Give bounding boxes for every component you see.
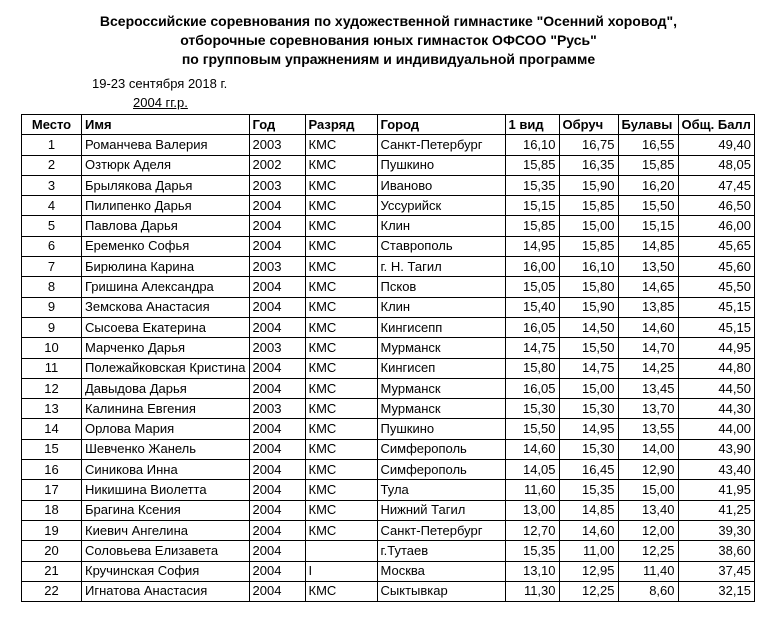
table-row [22,135,755,155]
city-cell: Сыктывкар [377,581,505,601]
clubs-score-cell: 13,40 [618,500,678,520]
clubs-score-cell: 16,55 [618,135,678,155]
total-score-cell: 45,15 [678,297,754,317]
column-header-name: Имя [82,115,250,135]
hoop-score-cell: 16,45 [559,460,618,480]
clubs-score-cell: 15,85 [618,155,678,175]
place-cell: 22 [22,581,82,601]
year-cell: 2003 [249,175,305,195]
hoop-score-cell: 15,80 [559,277,618,297]
year-cell: 2003 [249,338,305,358]
name-cell: Полежайковская Кристина [82,358,250,378]
total-score-cell: 44,50 [678,378,754,398]
table-row [22,338,755,358]
total-score-cell: 47,45 [678,175,754,195]
rank-cell: КМС [305,460,377,480]
city-cell: г. Н. Тагил [377,257,505,277]
table-row [22,216,755,236]
column-header-event1: 1 вид [505,115,559,135]
city-cell: Москва [377,561,505,581]
total-score-cell: 45,15 [678,317,754,337]
rank-cell: КМС [305,480,377,500]
event1-score-cell: 14,05 [505,460,559,480]
place-cell: 3 [22,175,82,195]
column-header-hoop: Обруч [559,115,618,135]
year-cell: 2004 [249,480,305,500]
hoop-score-cell: 12,25 [559,581,618,601]
city-cell: Кингисеп [377,358,505,378]
name-cell: Озтюрк Аделя [82,155,250,175]
event1-score-cell: 15,35 [505,541,559,561]
clubs-score-cell: 12,00 [618,520,678,540]
year-cell: 2004 [249,277,305,297]
clubs-score-cell: 12,90 [618,460,678,480]
name-cell: Пилипенко Дарья [82,196,250,216]
name-cell: Бирюлина Карина [82,257,250,277]
column-header-clubs: Булавы [618,115,678,135]
rank-cell: КМС [305,257,377,277]
year-cell: 2004 [249,500,305,520]
year-cell: 2004 [249,236,305,256]
city-cell: Иваново [377,175,505,195]
total-score-cell: 45,60 [678,257,754,277]
hoop-score-cell: 16,10 [559,257,618,277]
total-score-cell: 44,95 [678,338,754,358]
total-score-cell: 41,25 [678,500,754,520]
place-cell: 8 [22,277,82,297]
place-cell: 7 [22,257,82,277]
name-cell: Калинина Евгения [82,399,250,419]
name-cell: Киевич Ангелина [82,520,250,540]
city-cell: Уссурийск [377,196,505,216]
table-row [22,358,755,378]
results-body [22,135,755,602]
name-cell: Романчева Валерия [82,135,250,155]
event1-score-cell: 14,60 [505,439,559,459]
clubs-score-cell: 14,70 [618,338,678,358]
rank-cell: КМС [305,135,377,155]
hoop-score-cell: 15,85 [559,196,618,216]
event1-score-cell: 15,85 [505,216,559,236]
clubs-score-cell: 13,85 [618,297,678,317]
year-cell: 2004 [249,581,305,601]
rank-cell: КМС [305,399,377,419]
hoop-score-cell: 15,90 [559,175,618,195]
city-cell: Мурманск [377,338,505,358]
place-cell: 11 [22,358,82,378]
hoop-score-cell: 14,75 [559,358,618,378]
total-score-cell: 45,50 [678,277,754,297]
place-cell: 15 [22,439,82,459]
year-cell: 2004 [249,561,305,581]
year-cell: 2004 [249,196,305,216]
total-score-cell: 46,00 [678,216,754,236]
city-cell: Тула [377,480,505,500]
city-cell: Кингисепп [377,317,505,337]
total-score-cell: 45,65 [678,236,754,256]
title-line-1: Всероссийские соревнования по художественной гимнастике "Осенний хоровод", [99,13,678,29]
place-cell: 21 [22,561,82,581]
name-cell: Гришина Александра [82,277,250,297]
table-row [22,378,755,398]
city-cell: Ставрополь [377,236,505,256]
clubs-score-cell: 14,85 [618,236,678,256]
place-cell: 4 [22,196,82,216]
event1-score-cell: 16,10 [505,135,559,155]
city-cell: г.Тутаев [377,541,505,561]
table-row [22,399,755,419]
total-score-cell: 44,80 [678,358,754,378]
clubs-score-cell: 14,65 [618,277,678,297]
event1-score-cell: 16,05 [505,317,559,337]
event1-score-cell: 14,75 [505,338,559,358]
total-score-cell: 44,00 [678,419,754,439]
table-row [22,541,755,561]
event1-score-cell: 13,00 [505,500,559,520]
name-cell: Брылякова Дарья [82,175,250,195]
table-row [22,561,755,581]
hoop-score-cell: 14,95 [559,419,618,439]
name-cell: Синикова Инна [82,460,250,480]
table-row [22,500,755,520]
clubs-score-cell: 13,55 [618,419,678,439]
place-cell: 19 [22,520,82,540]
year-cell: 2003 [249,135,305,155]
total-score-cell: 38,60 [678,541,754,561]
table-row [22,257,755,277]
place-cell: 18 [22,500,82,520]
table-row [22,236,755,256]
results-table [21,114,755,602]
city-cell: Пушкино [377,419,505,439]
hoop-score-cell: 14,60 [559,520,618,540]
place-cell: 5 [22,216,82,236]
hoop-score-cell: 15,00 [559,378,618,398]
table-row [22,317,755,337]
event1-score-cell: 14,95 [505,236,559,256]
city-cell: Мурманск [377,399,505,419]
table-row [22,419,755,439]
event1-score-cell: 16,05 [505,378,559,398]
hoop-score-cell: 12,95 [559,561,618,581]
total-score-cell: 41,95 [678,480,754,500]
place-cell: 13 [22,399,82,419]
column-header-place: Место [22,115,82,135]
name-cell: Соловьева Елизавета [82,541,250,561]
event1-score-cell: 15,80 [505,358,559,378]
year-cell: 2004 [249,317,305,337]
column-header-total: Общ. Балл [678,115,754,135]
title-line-3: по групповым упражнениям и индивидуальной программе [181,51,596,67]
year-cell: 2004 [249,216,305,236]
year-cell: 2004 [249,378,305,398]
table-row [22,581,755,601]
event1-score-cell: 15,85 [505,155,559,175]
total-score-cell: 39,30 [678,520,754,540]
hoop-score-cell: 15,85 [559,236,618,256]
rank-cell: КМС [305,520,377,540]
table-row [22,480,755,500]
place-cell: 9 [22,317,82,337]
name-cell: Шевченко Жанель [82,439,250,459]
rank-cell: КМС [305,175,377,195]
total-score-cell: 44,30 [678,399,754,419]
table-row [22,520,755,540]
total-score-cell: 43,40 [678,460,754,480]
title-line-2: отборочные соревнования юных гимнасток ОФСОО "Русь" [180,32,597,48]
rank-cell: КМС [305,196,377,216]
year-cell: 2004 [249,460,305,480]
rank-cell [305,541,377,561]
hoop-score-cell: 11,00 [559,541,618,561]
year-cell: 2004 [249,419,305,439]
column-header-year: Год [249,115,305,135]
rank-cell: КМС [305,358,377,378]
clubs-score-cell: 15,15 [618,216,678,236]
name-cell: Сысоева Екатерина [82,317,250,337]
year-cell: 2003 [249,399,305,419]
place-cell: 9 [22,297,82,317]
city-cell: Санкт-Петербург [377,520,505,540]
city-cell: Симферополь [377,460,505,480]
place-cell: 16 [22,460,82,480]
rank-cell: КМС [305,277,377,297]
rank-cell: КМС [305,236,377,256]
table-row [22,439,755,459]
rank-cell: КМС [305,338,377,358]
event1-score-cell: 11,60 [505,480,559,500]
place-cell: 6 [22,236,82,256]
hoop-score-cell: 16,75 [559,135,618,155]
rank-cell: КМС [305,581,377,601]
column-header-city: Город [377,115,505,135]
rank-cell: КМС [305,500,377,520]
clubs-score-cell: 11,40 [618,561,678,581]
clubs-score-cell: 8,60 [618,581,678,601]
event1-score-cell: 15,50 [505,419,559,439]
hoop-score-cell: 14,50 [559,317,618,337]
rank-cell: КМС [305,419,377,439]
clubs-score-cell: 13,45 [618,378,678,398]
total-score-cell: 32,15 [678,581,754,601]
hoop-score-cell: 14,85 [559,500,618,520]
name-cell: Марченко Дарья [82,338,250,358]
rank-cell: КМС [305,439,377,459]
table-row [22,155,755,175]
event1-score-cell: 15,15 [505,196,559,216]
name-cell: Еременко Софья [82,236,250,256]
total-score-cell: 43,90 [678,439,754,459]
rank-cell: КМС [305,216,377,236]
place-cell: 20 [22,541,82,561]
name-cell: Брагина Ксения [82,500,250,520]
city-cell: Санкт-Петербург [377,135,505,155]
event1-score-cell: 12,70 [505,520,559,540]
table-row [22,297,755,317]
event1-score-cell: 15,05 [505,277,559,297]
rank-cell: КМС [305,155,377,175]
table-row [22,175,755,195]
hoop-score-cell: 15,35 [559,480,618,500]
total-score-cell: 49,40 [678,135,754,155]
city-cell: Симферополь [377,439,505,459]
header-row [22,115,755,135]
competition-dates: 19-23 сентября 2018 г. [92,76,228,91]
year-cell: 2002 [249,155,305,175]
place-cell: 17 [22,480,82,500]
year-cell: 2003 [249,257,305,277]
rank-cell: I [305,561,377,581]
hoop-score-cell: 15,90 [559,297,618,317]
city-cell: Нижний Тагил [377,500,505,520]
rank-cell: КМС [305,378,377,398]
name-cell: Кручинская София [82,561,250,581]
hoop-score-cell: 15,00 [559,216,618,236]
year-cell: 2004 [249,358,305,378]
clubs-score-cell: 15,00 [618,480,678,500]
clubs-score-cell: 12,25 [618,541,678,561]
year-cell: 2004 [249,297,305,317]
total-score-cell: 37,45 [678,561,754,581]
clubs-score-cell: 13,50 [618,257,678,277]
city-cell: Пушкино [377,155,505,175]
place-cell: 2 [22,155,82,175]
clubs-score-cell: 14,60 [618,317,678,337]
name-cell: Земскова Анастасия [82,297,250,317]
total-score-cell: 46,50 [678,196,754,216]
clubs-score-cell: 14,25 [618,358,678,378]
table-row [22,460,755,480]
rank-cell: КМС [305,317,377,337]
rank-cell: КМС [305,297,377,317]
event1-score-cell: 15,35 [505,175,559,195]
place-cell: 10 [22,338,82,358]
city-cell: Мурманск [377,378,505,398]
name-cell: Павлова Дарья [82,216,250,236]
event1-score-cell: 15,40 [505,297,559,317]
hoop-score-cell: 16,35 [559,155,618,175]
year-cell: 2004 [249,541,305,561]
year-cell: 2004 [249,439,305,459]
city-cell: Клин [377,297,505,317]
event1-score-cell: 13,10 [505,561,559,581]
table-row [22,196,755,216]
year-cell: 2004 [249,520,305,540]
clubs-score-cell: 14,00 [618,439,678,459]
city-cell: Клин [377,216,505,236]
place-cell: 1 [22,135,82,155]
clubs-score-cell: 15,50 [618,196,678,216]
clubs-score-cell: 16,20 [618,175,678,195]
name-cell: Игнатова Анастасия [82,581,250,601]
year-group-label: 2004 гг.р. [133,95,188,110]
city-cell: Псков [377,277,505,297]
hoop-score-cell: 15,30 [559,399,618,419]
name-cell: Никишина Виолетта [82,480,250,500]
event1-score-cell: 16,00 [505,257,559,277]
hoop-score-cell: 15,30 [559,439,618,459]
total-score-cell: 48,05 [678,155,754,175]
event1-score-cell: 11,30 [505,581,559,601]
column-header-rank: Разряд [305,115,377,135]
competition-title [0,12,777,69]
event1-score-cell: 15,30 [505,399,559,419]
place-cell: 12 [22,378,82,398]
place-cell: 14 [22,419,82,439]
hoop-score-cell: 15,50 [559,338,618,358]
name-cell: Орлова Мария [82,419,250,439]
table-row [22,277,755,297]
clubs-score-cell: 13,70 [618,399,678,419]
name-cell: Давыдова Дарья [82,378,250,398]
